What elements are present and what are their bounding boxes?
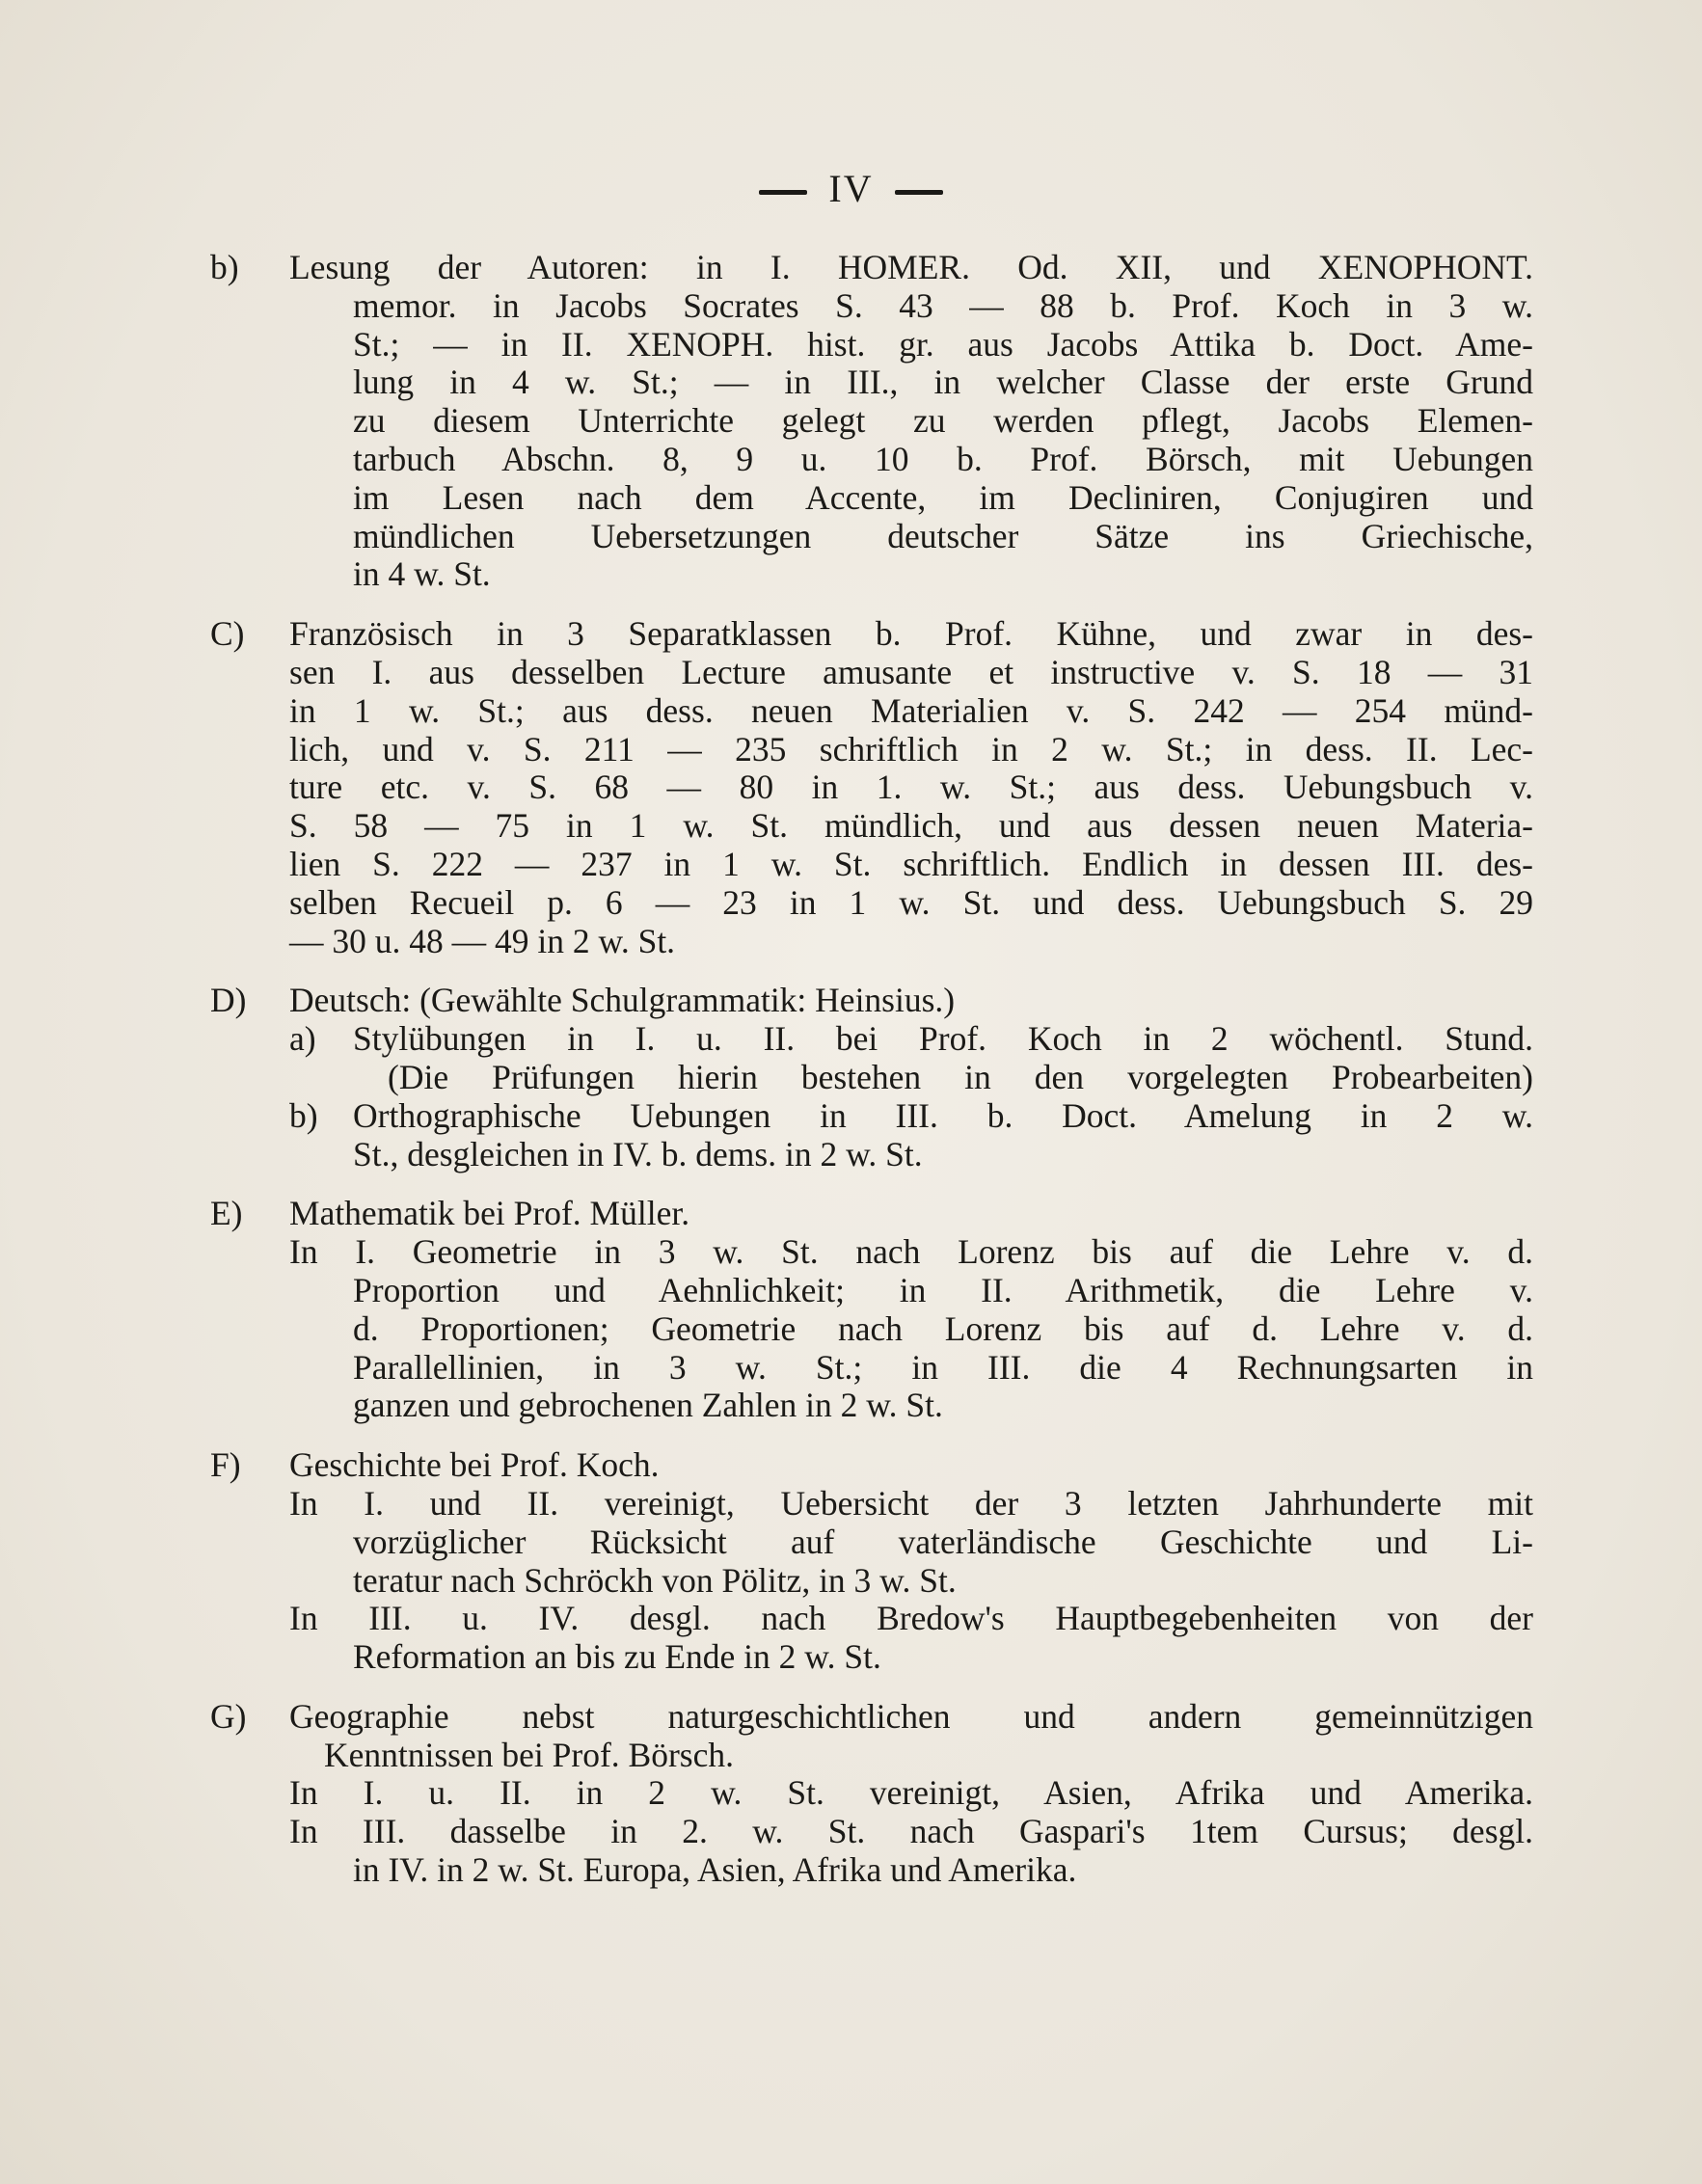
text-line: In III. u. IV. desgl. nach Bredow's Hauptbegebenheiten von der	[289, 1599, 1533, 1638]
section-label: F)	[210, 1445, 241, 1485]
text-line: memor. in Jacobs Socrates S. 43 — 88 b. Prof. Koch in 3 w.	[353, 285, 1533, 325]
subsection-label: b)	[289, 1095, 318, 1135]
page-number: IV	[828, 167, 874, 210]
text-line: d. Proportionen; Geometrie nach Lorenz bis auf d. Lehre v. d.	[353, 1308, 1533, 1348]
section-g-geography	[210, 1696, 1533, 1890]
text-line: lien S. 222 — 237 in 1 w. St. schriftlich. Endlich in dessen III. des-	[289, 844, 1533, 883]
text-line: teratur nach Schröckh von Pölitz, in 3 w. St.	[353, 1560, 957, 1600]
text-line: Französisch in 3 Separatklassen b. Prof. Kühne, und zwar in des-	[289, 614, 1533, 654]
header-rule-left	[759, 190, 807, 195]
text-line: mündlichen Uebersetzungen deutscher Sätze ins Griechische,	[353, 516, 1533, 555]
subsection-b	[289, 1097, 1533, 1174]
text-line: zu diesem Unterrichte gelegt zu werden pflegt, Jacobs Elemen-	[353, 401, 1533, 441]
section-heading: Mathematik bei Prof. Müller.	[289, 1194, 690, 1233]
text-line: sen I. aus desselben Lecture amusante et instructive v. S. 18 — 31	[289, 652, 1533, 691]
text-line: In III. dasselbe in 2. w. St. nach Gaspari's 1tem Cursus; desgl.	[289, 1812, 1533, 1851]
text-line: ganzen und gebrochenen Zahlen in 2 w. St.	[353, 1386, 943, 1425]
text-line: vorzüglicher Rücksicht auf vaterländische Geschichte und Li-	[353, 1522, 1533, 1561]
text-line: Reformation an bis zu Ende in 2 w. St.	[353, 1637, 881, 1677]
text-line: — 30 u. 48 — 49 in 2 w. St.	[289, 921, 676, 960]
section-d-german	[210, 981, 1533, 1173]
text-line: lich, und v. S. 211 — 235 schriftlich in 2 w. St.; in dess. II. Lec-	[289, 729, 1533, 768]
page-header	[0, 166, 1702, 211]
text-line: In I. und II. vereinigt, Uebersicht der 3 letzten Jahrhunderte mit	[289, 1483, 1533, 1523]
text-line: ture etc. v. S. 68 — 80 in 1. w. St.; aus dess. Uebungsbuch v.	[289, 768, 1533, 807]
text-line: In I. u. II. in 2 w. St. vereinigt, Asien, Afrika und Amerika.	[289, 1773, 1533, 1813]
text-line: St.; — in II. XENOPH. hist. gr. aus Jacobs Attika b. Doct. Ame-	[353, 324, 1533, 364]
header-rule-right	[895, 190, 943, 195]
section-label: C)	[210, 614, 245, 654]
text-line: In I. Geometrie in 3 w. St. nach Lorenz bis auf die Lehre v. d.	[289, 1232, 1533, 1272]
text-line: tarbuch Abschn. 8, 9 u. 10 b. Prof. Börsch, mit Uebungen	[353, 439, 1533, 478]
section-label: D)	[210, 981, 247, 1020]
section-b-greek	[210, 248, 1533, 594]
text-line: in 1 w. St.; aus dess. neuen Materialien v. S. 242 — 254 münd-	[289, 690, 1533, 730]
text-line: (Die Prüfungen hierin bestehen in den vorgelegten Probearbeiten)	[388, 1057, 1533, 1096]
section-label: G)	[210, 1696, 247, 1736]
text-line: Kenntnissen bei Prof. Börsch.	[324, 1735, 734, 1774]
text-line: Proportion und Aehnlichkeit; in II. Arithmetik, die Lehre v.	[353, 1270, 1533, 1309]
subsection-label: a)	[289, 1019, 316, 1059]
text-line: in 4 w. St.	[353, 554, 491, 594]
section-c-french	[210, 614, 1533, 960]
text-line: Orthographische Uebungen in III. b. Doct. Amelung in 2 w.	[353, 1095, 1533, 1135]
text-line: in IV. in 2 w. St. Europa, Asien, Afrika und Amerika.	[353, 1850, 1077, 1890]
section-heading: Geschichte bei Prof. Koch.	[289, 1445, 660, 1485]
text-line: Stylübungen in I. u. II. bei Prof. Koch in 2 wöchentl. Stund.	[353, 1019, 1533, 1059]
text-line: S. 58 — 75 in 1 w. St. mündlich, und aus dessen neuen Materia-	[289, 806, 1533, 846]
section-e-mathematics	[210, 1194, 1533, 1425]
text-line: Lesung der Autoren: in I. HOMER. Od. XII, und XENOPHONT.	[289, 248, 1533, 286]
section-label: E)	[210, 1194, 243, 1233]
text-line: St., desgleichen in IV. b. dems. in 2 w. St.	[353, 1134, 923, 1173]
text-line: Geographie nebst naturgeschichtlichen und andern gemeinnützigen	[289, 1696, 1533, 1736]
section-f-history	[210, 1445, 1533, 1677]
page-text	[210, 248, 1533, 1911]
text-line: im Lesen nach dem Accente, im Decliniren, Conjugiren und	[353, 477, 1533, 517]
text-line: selben Recueil p. 6 — 23 in 1 w. St. und dess. Uebungsbuch S. 29	[289, 882, 1533, 922]
section-heading: Deutsch: (Gewählte Schulgrammatik: Heinsius.)	[289, 981, 956, 1020]
text-line: lung in 4 w. St.; — in III., in welcher Classe der erste Grund	[353, 363, 1533, 402]
text-line: Parallellinien, in 3 w. St.; in III. die 4 Rechnungsarten in	[353, 1347, 1533, 1387]
subsection-a	[289, 1020, 1533, 1097]
section-label: b)	[210, 248, 239, 286]
